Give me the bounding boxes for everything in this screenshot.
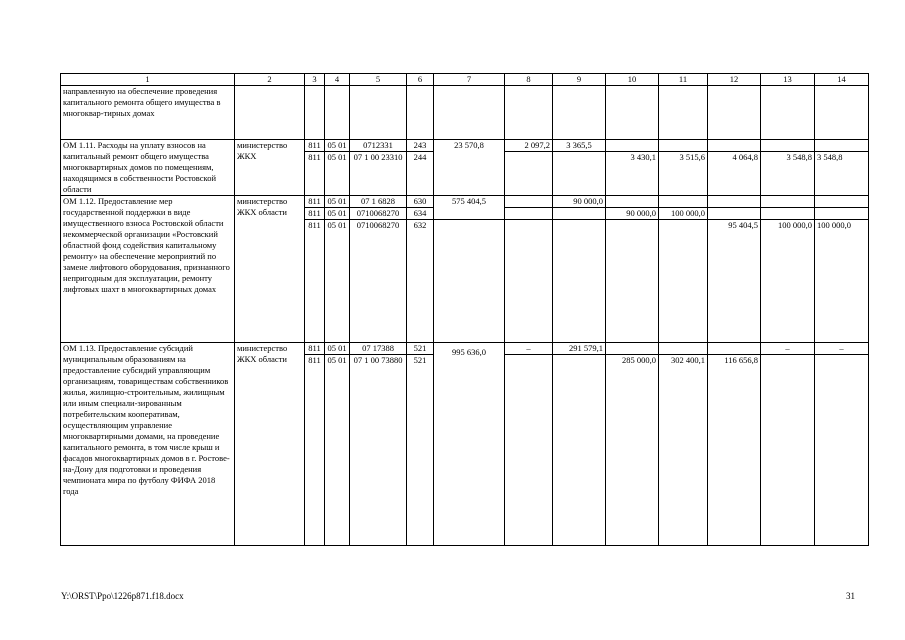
value-cell — [708, 140, 761, 152]
budget-table — [60, 73, 869, 546]
value-cell — [606, 343, 659, 355]
value-cell — [708, 343, 761, 355]
total-cell: 575 404,5 — [434, 196, 505, 220]
value-cell — [815, 140, 869, 152]
csr-cell: 07 1 6828 — [350, 196, 407, 208]
value-cell: – — [505, 343, 553, 355]
rzpr-cell: 05 01 — [325, 152, 350, 196]
value-cell — [708, 196, 761, 208]
col-number: 7 — [434, 74, 505, 86]
cell — [434, 86, 505, 140]
value-cell: – — [815, 343, 869, 355]
grbs-cell: 811 — [305, 355, 325, 546]
executor-cell: министерство ЖКХ области — [235, 196, 305, 343]
total-cell: 23 570,8 — [434, 140, 505, 196]
value-cell — [505, 355, 553, 546]
table-row — [61, 86, 869, 140]
measure-description: ОМ 1.12. Предоставление мер государственной поддержки в виде имущественного взноса Ростовской области некоммерческой организации «Ростовский областной фонд содействия капитальному ремонту» на обеспечение мероприятий по замене лифтового оборудования, признанного непригодным для эксплуатации, ремонту лифтовых шахт в многоквартирных домах — [61, 196, 235, 343]
value-cell: 3 515,6 — [659, 152, 708, 196]
col-number: 12 — [708, 74, 761, 86]
cell — [235, 86, 305, 140]
value-cell — [708, 208, 761, 220]
executor-cell: министерство ЖКХ — [235, 140, 305, 196]
value-cell — [659, 196, 708, 208]
value-cell — [761, 140, 815, 152]
csr-cell: 0710068270 — [350, 208, 407, 220]
cell — [606, 86, 659, 140]
cell — [407, 86, 434, 140]
cell — [708, 86, 761, 140]
value-cell: 302 400,1 — [659, 355, 708, 546]
grbs-cell: 811 — [305, 196, 325, 208]
value-cell — [553, 220, 606, 343]
value-cell: 100 000,0 — [761, 220, 815, 343]
grbs-cell: 811 — [305, 152, 325, 196]
table-row — [61, 140, 869, 152]
cell — [815, 86, 869, 140]
measure-description: ОМ 1.13. Предоставление субсидий муниципальным образованиям на предоставление субсидий управляющим организациям, товариществам собственников жилья, жилищно-строительным, жилищным или иным специали-зированным потребительским кооперативам, осуществляющим управление многоквартирными домами, на проведение капитального ремонта, в том числе крыш и фасадов многоквартирных домов в г. Ростове-на-Дону для подготовки и проведения чемпионата мира по футболу ФИФА 2018 года — [61, 343, 235, 546]
table-row — [61, 343, 869, 355]
value-cell — [761, 196, 815, 208]
grbs-cell: 811 — [305, 208, 325, 220]
vr-cell: 243 — [407, 140, 434, 152]
value-cell — [434, 220, 505, 343]
csr-cell: 0712331 — [350, 140, 407, 152]
value-cell — [815, 355, 869, 546]
value-cell: 291 579,1 — [553, 343, 606, 355]
csr-cell: 07 1 00 23310 — [350, 152, 407, 196]
value-cell — [659, 140, 708, 152]
col-number: 9 — [553, 74, 606, 86]
value-cell: 3 430,1 — [606, 152, 659, 196]
cell — [505, 86, 553, 140]
csr-cell: 07 1 00 73880 — [350, 355, 407, 546]
value-cell — [553, 208, 606, 220]
value-cell — [606, 220, 659, 343]
value-cell — [815, 208, 869, 220]
rzpr-cell: 05 01 — [325, 220, 350, 343]
value-cell: 100 000,0 — [815, 220, 869, 343]
value-cell: 3 365,5 — [553, 140, 606, 152]
col-number: 2 — [235, 74, 305, 86]
csr-cell: 07 17388 — [350, 343, 407, 355]
measure-description: ОМ 1.11. Расходы на уплату взносов на капитальный ремонт общего имущества многоквартирных домов по помещениям, находящимся в собственности Ростовской области — [61, 140, 235, 196]
value-cell — [606, 140, 659, 152]
value-cell — [505, 152, 553, 196]
col-number: 13 — [761, 74, 815, 86]
value-cell: 116 656,8 — [708, 355, 761, 546]
cell — [659, 86, 708, 140]
measure-description: направленную на обеспечение проведения капитального ремонта общего имущества в многоквар-тирных домах — [61, 86, 235, 140]
value-cell: 285 000,0 — [606, 355, 659, 546]
executor-cell: министерство ЖКХ области — [235, 343, 305, 546]
col-number: 11 — [659, 74, 708, 86]
value-cell — [505, 220, 553, 343]
rzpr-cell: 05 01 — [325, 343, 350, 355]
value-cell — [505, 196, 553, 208]
value-cell — [553, 355, 606, 546]
vr-cell: 521 — [407, 343, 434, 355]
rzpr-cell: 05 01 — [325, 355, 350, 546]
cell — [350, 86, 407, 140]
col-number: 6 — [407, 74, 434, 86]
total-cell: 995 636,0 — [434, 343, 505, 546]
value-cell: 100 000,0 — [659, 208, 708, 220]
value-cell: 90 000,0 — [553, 196, 606, 208]
value-cell: 3 548,8 — [815, 152, 869, 196]
grbs-cell: 811 — [305, 343, 325, 355]
vr-cell: 244 — [407, 152, 434, 196]
value-cell — [505, 208, 553, 220]
col-number: 5 — [350, 74, 407, 86]
cell — [553, 86, 606, 140]
col-number: 3 — [305, 74, 325, 86]
vr-cell: 632 — [407, 220, 434, 343]
value-cell — [659, 220, 708, 343]
value-cell — [606, 196, 659, 208]
value-cell: 95 404,5 — [708, 220, 761, 343]
grbs-cell: 811 — [305, 220, 325, 343]
value-cell: 3 548,8 — [761, 152, 815, 196]
col-number: 10 — [606, 74, 659, 86]
column-number-row — [61, 74, 869, 86]
rzpr-cell: 05 01 — [325, 140, 350, 152]
value-cell — [761, 208, 815, 220]
value-cell — [761, 355, 815, 546]
vr-cell: 634 — [407, 208, 434, 220]
value-cell: 4 064,8 — [708, 152, 761, 196]
value-cell — [659, 343, 708, 355]
grbs-cell: 811 — [305, 140, 325, 152]
value-cell — [815, 196, 869, 208]
cell — [305, 86, 325, 140]
rzpr-cell: 05 01 — [325, 208, 350, 220]
vr-cell: 521 — [407, 355, 434, 546]
value-cell: – — [761, 343, 815, 355]
cell — [325, 86, 350, 140]
col-number: 14 — [815, 74, 869, 86]
table-row — [61, 196, 869, 208]
col-number: 4 — [325, 74, 350, 86]
value-cell: 90 000,0 — [606, 208, 659, 220]
col-number: 1 — [61, 74, 235, 86]
cell — [761, 86, 815, 140]
value-cell — [553, 152, 606, 196]
csr-cell: 0710068270 — [350, 220, 407, 343]
rzpr-cell: 05 01 — [325, 196, 350, 208]
value-cell: 2 097,2 — [505, 140, 553, 152]
vr-cell: 630 — [407, 196, 434, 208]
col-number: 8 — [505, 74, 553, 86]
page-number: 31 — [846, 591, 855, 601]
file-path-footer: Y:\ORST\Ppo\1226p871.f18.docx — [61, 591, 184, 601]
